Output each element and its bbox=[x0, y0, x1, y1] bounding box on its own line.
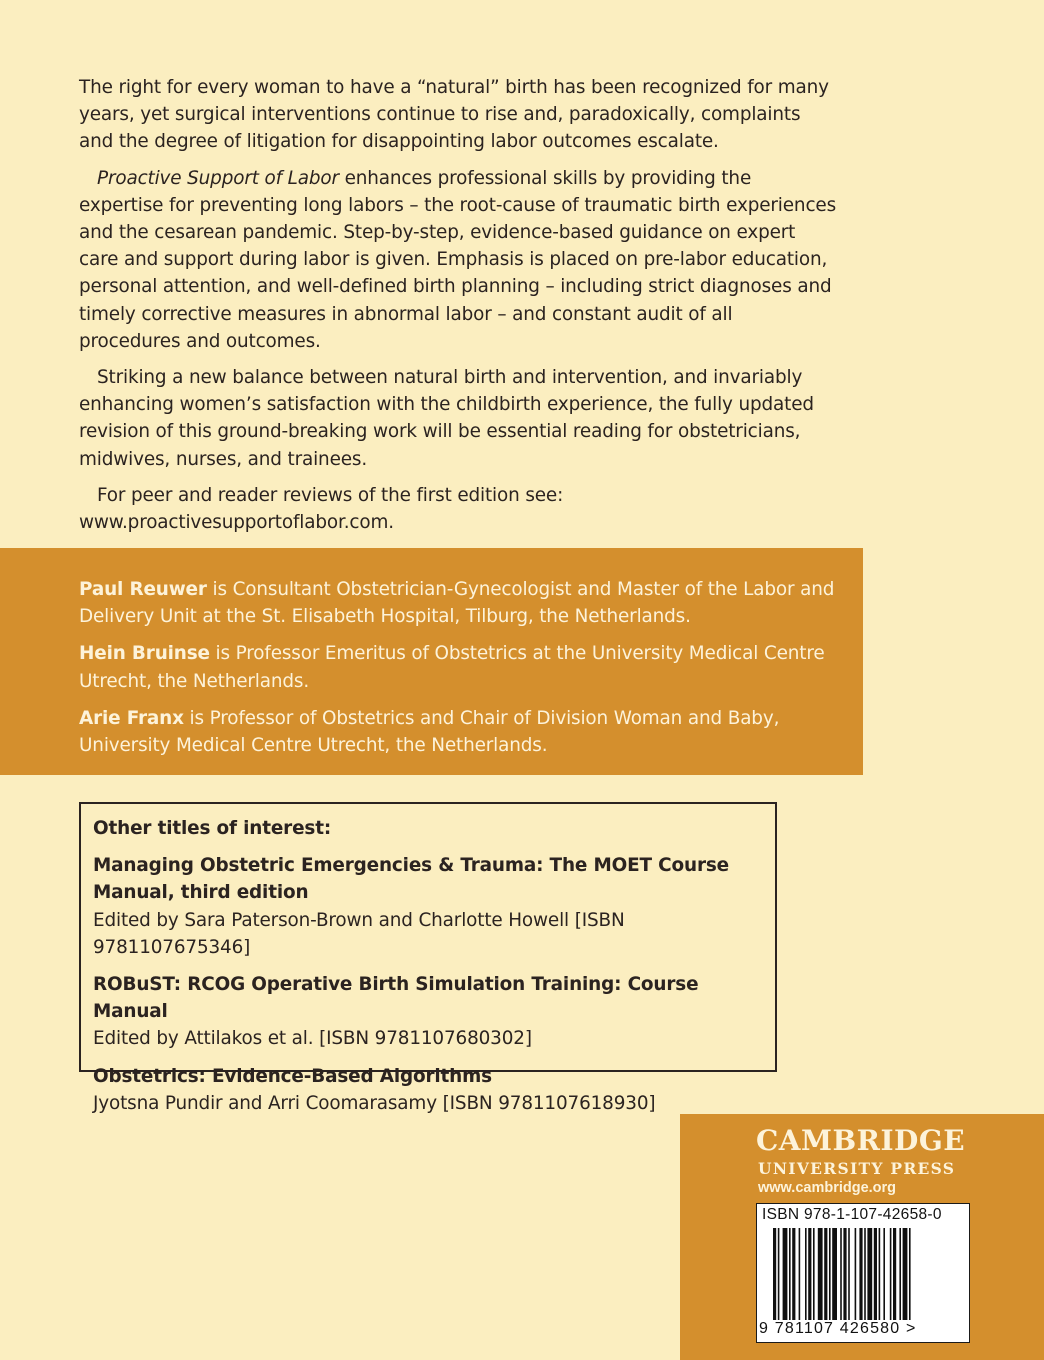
author-bio-text: is Professor Emeritus of Obstetrics at the University Medical Centre Utrecht, the Netherlands. bbox=[79, 643, 825, 692]
description-blurb bbox=[79, 74, 839, 545]
other-title-item bbox=[93, 852, 775, 961]
author-bio-text: is Professor of Obstetrics and Chair of Division Woman and Baby, University Medical Centre Utrecht, the Netherlands. bbox=[79, 707, 780, 757]
barcode-digits: 9 781107 426580 > bbox=[759, 1320, 917, 1337]
description-paragraph-3: Striking a new balance between natural birth and intervention, and invariably enhancing women’s satisfaction with the childbirth experience, the fully updated revision of this ground-breaking work will be essential reading for obstetricians, midwives, nurses, and trainees. bbox=[79, 367, 814, 470]
reviews-link-text: For peer and reader reviews of the first edition see: www.proactivesupportoflabor.com. bbox=[79, 484, 564, 534]
other-title-name: Managing Obstetric Emergencies & Trauma: The MOET Course Manual, third edition bbox=[93, 855, 729, 904]
description-paragraph-2 bbox=[79, 165, 839, 355]
isbn-barcode bbox=[756, 1203, 970, 1343]
publisher-panel bbox=[680, 1114, 1044, 1360]
other-title-item bbox=[93, 971, 775, 1053]
other-title-item bbox=[93, 1063, 775, 1117]
isbn-label: ISBN 978-1-107-42658-0 bbox=[762, 1206, 942, 1223]
author-name: Arie Franx bbox=[79, 707, 184, 729]
author-bios-panel bbox=[0, 548, 863, 775]
other-title-editors: Edited by Attilakos et al. [ISBN 9781107680302] bbox=[93, 1028, 532, 1050]
other-titles-box bbox=[79, 802, 777, 1114]
other-title-editors: Edited by Sara Paterson-Brown and Charlotte Howell [ISBN 9781107675346] bbox=[93, 909, 625, 958]
description-paragraph-1: The right for every woman to have a “natural” birth has been recognized for many years, yet surgical interventions continue to rise and, paradoxically, complaints and the degree of litigation for disappointing labor outcomes escalate. bbox=[79, 77, 829, 153]
other-titles-heading: Other titles of interest: bbox=[93, 818, 332, 839]
author-name: Paul Reuwer bbox=[79, 579, 207, 600]
publisher-logo-press: UNIVERSITY PRESS bbox=[758, 1159, 956, 1178]
book-title: Proactive Support of Labor bbox=[97, 167, 339, 189]
author-bio bbox=[79, 576, 839, 630]
other-title-name: ROBuST: RCOG Operative Birth Simulation Training: Course Manual bbox=[93, 974, 699, 1023]
author-name: Hein Bruinse bbox=[79, 643, 210, 665]
publisher-logo-name: CAMBRIDGE bbox=[756, 1124, 966, 1157]
barcode-bars-icon bbox=[773, 1228, 953, 1320]
publisher-url: www.cambridge.org bbox=[758, 1180, 897, 1196]
description-paragraph-2-text: enhances professional skills by providing the expertise for preventing long labors – the root-cause of traumatic birth experiences and the cesarean pandemic. Step-by-step, evidence-based guidance on expert care and support during labor is given. Emphasis is placed on pre-labor education, personal attention, and well-defined birth planning – including strict diagnoses and timely corrective measures in abnormal labor – and constant audit of all procedures and outcomes. bbox=[79, 167, 836, 352]
other-title-name: Obstetrics: Evidence-Based Algorithms bbox=[93, 1065, 492, 1087]
author-bio-text: is Consultant Obstetrician-Gynecologist and Master of the Labor and Delivery Unit at the St. Elisabeth Hospital, Tilburg, the Netherlands. bbox=[79, 579, 835, 628]
author-bio bbox=[79, 705, 839, 759]
other-title-editors: Jyotsna Pundir and Arri Coomarasamy [ISBN 9781107618930] bbox=[93, 1092, 656, 1114]
author-bio bbox=[79, 640, 839, 694]
